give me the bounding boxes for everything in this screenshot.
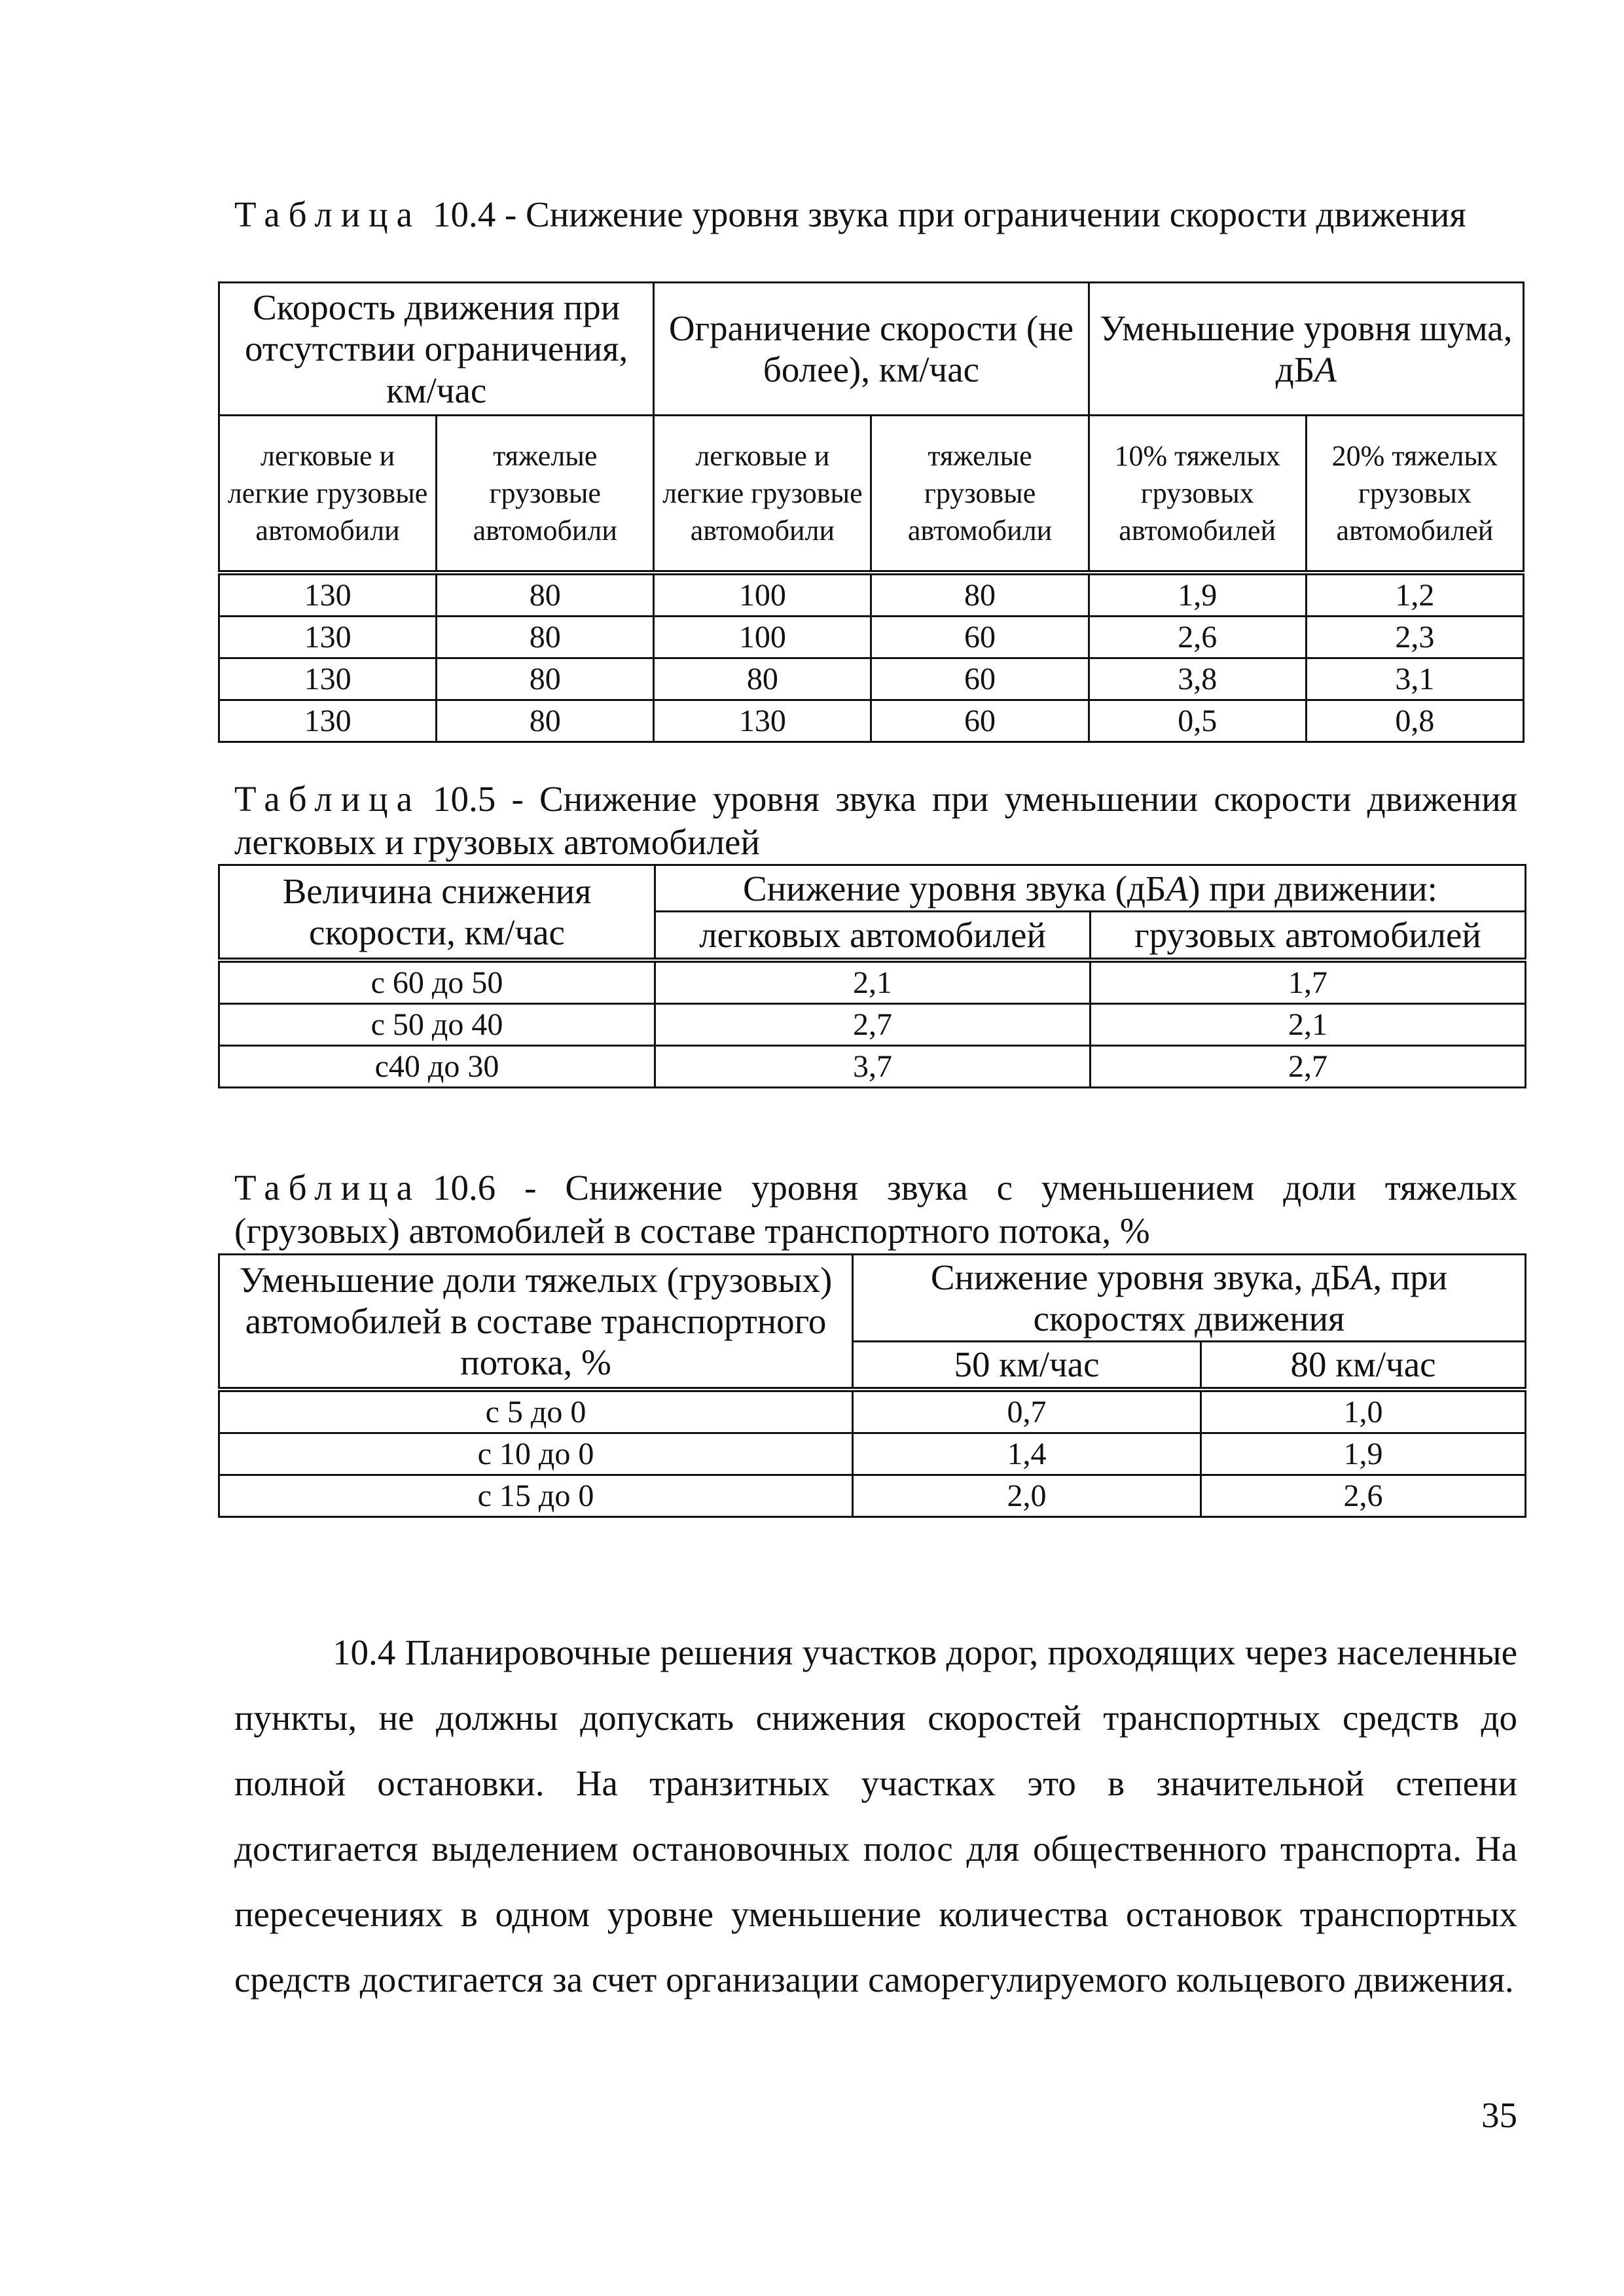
table-cell: 80 [437,700,654,742]
header-sound-reduction: Снижение уровня звука, дБА, при скоростях движения [853,1255,1526,1342]
header-cars: легковых автомобилей [655,912,1091,960]
table-cell: 80 [654,658,871,700]
header-sound-reduction: Снижение уровня звука (дБА) при движении: [655,865,1526,912]
table-row [219,1433,1526,1475]
table-cell: 80 [437,573,654,617]
table-cell: 100 [654,573,871,617]
table-cell: 1,7 [1091,960,1526,1004]
table-cell: 1,4 [853,1433,1201,1475]
table-row [219,700,1524,742]
table-cell: с 15 до 0 [219,1475,853,1517]
table-cell: 3,7 [655,1046,1091,1088]
table-cell: 80 [437,617,654,658]
table-cell: 130 [219,573,437,617]
table-cell: с 5 до 0 [219,1390,853,1433]
table-cell: 100 [654,617,871,658]
caption-text: 10.4 - Снижение уровня звука при ограничении скорости движения [432,194,1466,234]
table-cell: 0,7 [853,1390,1201,1433]
table-cell: 60 [871,700,1089,742]
table-cell: 2,6 [1089,617,1306,658]
table-cell: с 10 до 0 [219,1433,853,1475]
table-cell: 2,0 [853,1475,1201,1517]
table-10-4 [218,281,1525,743]
table-10-5-caption [234,778,1517,864]
caption-lead: Таблица [234,779,421,819]
table-cell: 0,8 [1306,700,1523,742]
caption-lead: Таблица [234,194,421,234]
table-10-6-caption [234,1166,1517,1253]
table-cell: 3,1 [1306,658,1523,700]
table-cell: 3,8 [1089,658,1306,700]
table-10-6 [218,1253,1526,1518]
table-cell: 60 [871,617,1089,658]
table-cell: 2,3 [1306,617,1523,658]
header-speed-no-limit: Скорость движения при отсутствии ограничения, км/час [219,283,654,416]
table-cell: 130 [219,700,437,742]
table-cell: 2,1 [1091,1004,1526,1046]
header-trucks: грузовых автомобилей [1091,912,1526,960]
table-cell: 80 [437,658,654,700]
table-10-5 [218,864,1526,1088]
table-cell: с40 до 30 [219,1046,655,1088]
table-row [219,1004,1526,1046]
subheader: 20% тяжелых грузовых автомобилей [1306,416,1523,573]
table-row [219,1046,1526,1088]
table-row [219,1475,1526,1517]
body-paragraph: 10.4 Планировочные решения участков дорог, проходящих через населенные пункты, не должны допускать снижения скоростей транспортных средств до полной остановки. На транзитных участках это в значительной степени достигается выделением остановочных полос для общественного транспорта. На пересечениях в одном уровне уменьшение количества остановок транспортных средств достигается за счет организации саморегулируемого кольцевого движения. [234,1632,1517,2000]
table-cell: с 50 до 40 [219,1004,655,1046]
caption-text: 10.6 - Снижение уровня звука с уменьшением доли тяжелых (грузовых) автомобилей в составе транспортного потока, % [234,1168,1517,1251]
table-cell: 2,7 [1091,1046,1526,1088]
table-cell: с 60 до 50 [219,960,655,1004]
header-share-reduction: Уменьшение доли тяжелых (грузовых) автомобилей в составе транспортного потока, % [219,1255,853,1390]
table-cell: 80 [871,573,1089,617]
header-speed-80: 80 км/час [1201,1342,1526,1390]
subheader: тяжелые грузовые автомобили [437,416,654,573]
table-cell: 2,7 [655,1004,1091,1046]
table-row [219,658,1524,700]
table-cell: 1,0 [1201,1390,1526,1433]
subheader: тяжелые грузовые автомобили [871,416,1089,573]
table-10-4-caption [234,193,1517,236]
subheader: 10% тяжелых грузовых автомобилей [1089,416,1306,573]
table-cell: 60 [871,658,1089,700]
table-row [219,960,1526,1004]
table-cell: 130 [219,658,437,700]
caption-text: 10.5 - Снижение уровня звука при уменьшении скорости движения легковых и грузовых автомобилей [234,779,1517,862]
table-cell: 2,6 [1201,1475,1526,1517]
table-cell: 130 [219,617,437,658]
caption-lead: Таблица [234,1168,421,1208]
subheader: легковые и легкие грузовые автомобили [219,416,437,573]
table-cell: 130 [654,700,871,742]
table-cell: 1,9 [1201,1433,1526,1475]
subheader: легковые и легкие грузовые автомобили [654,416,871,573]
header-noise-reduction: Уменьшение уровня шума, дБА [1089,283,1523,416]
table-cell: 0,5 [1089,700,1306,742]
table-row [219,1390,1526,1433]
table-cell: 2,1 [655,960,1091,1004]
table-cell: 1,9 [1089,573,1306,617]
table-row [219,617,1524,658]
page-number: 35 [1481,2095,1517,2135]
header-speed-limit: Ограничение скорости (не более), км/час [654,283,1089,416]
header-speed-reduction: Величина снижения скорости, км/час [219,865,655,961]
header-speed-50: 50 км/час [853,1342,1201,1390]
table-cell: 1,2 [1306,573,1523,617]
table-row [219,573,1524,617]
